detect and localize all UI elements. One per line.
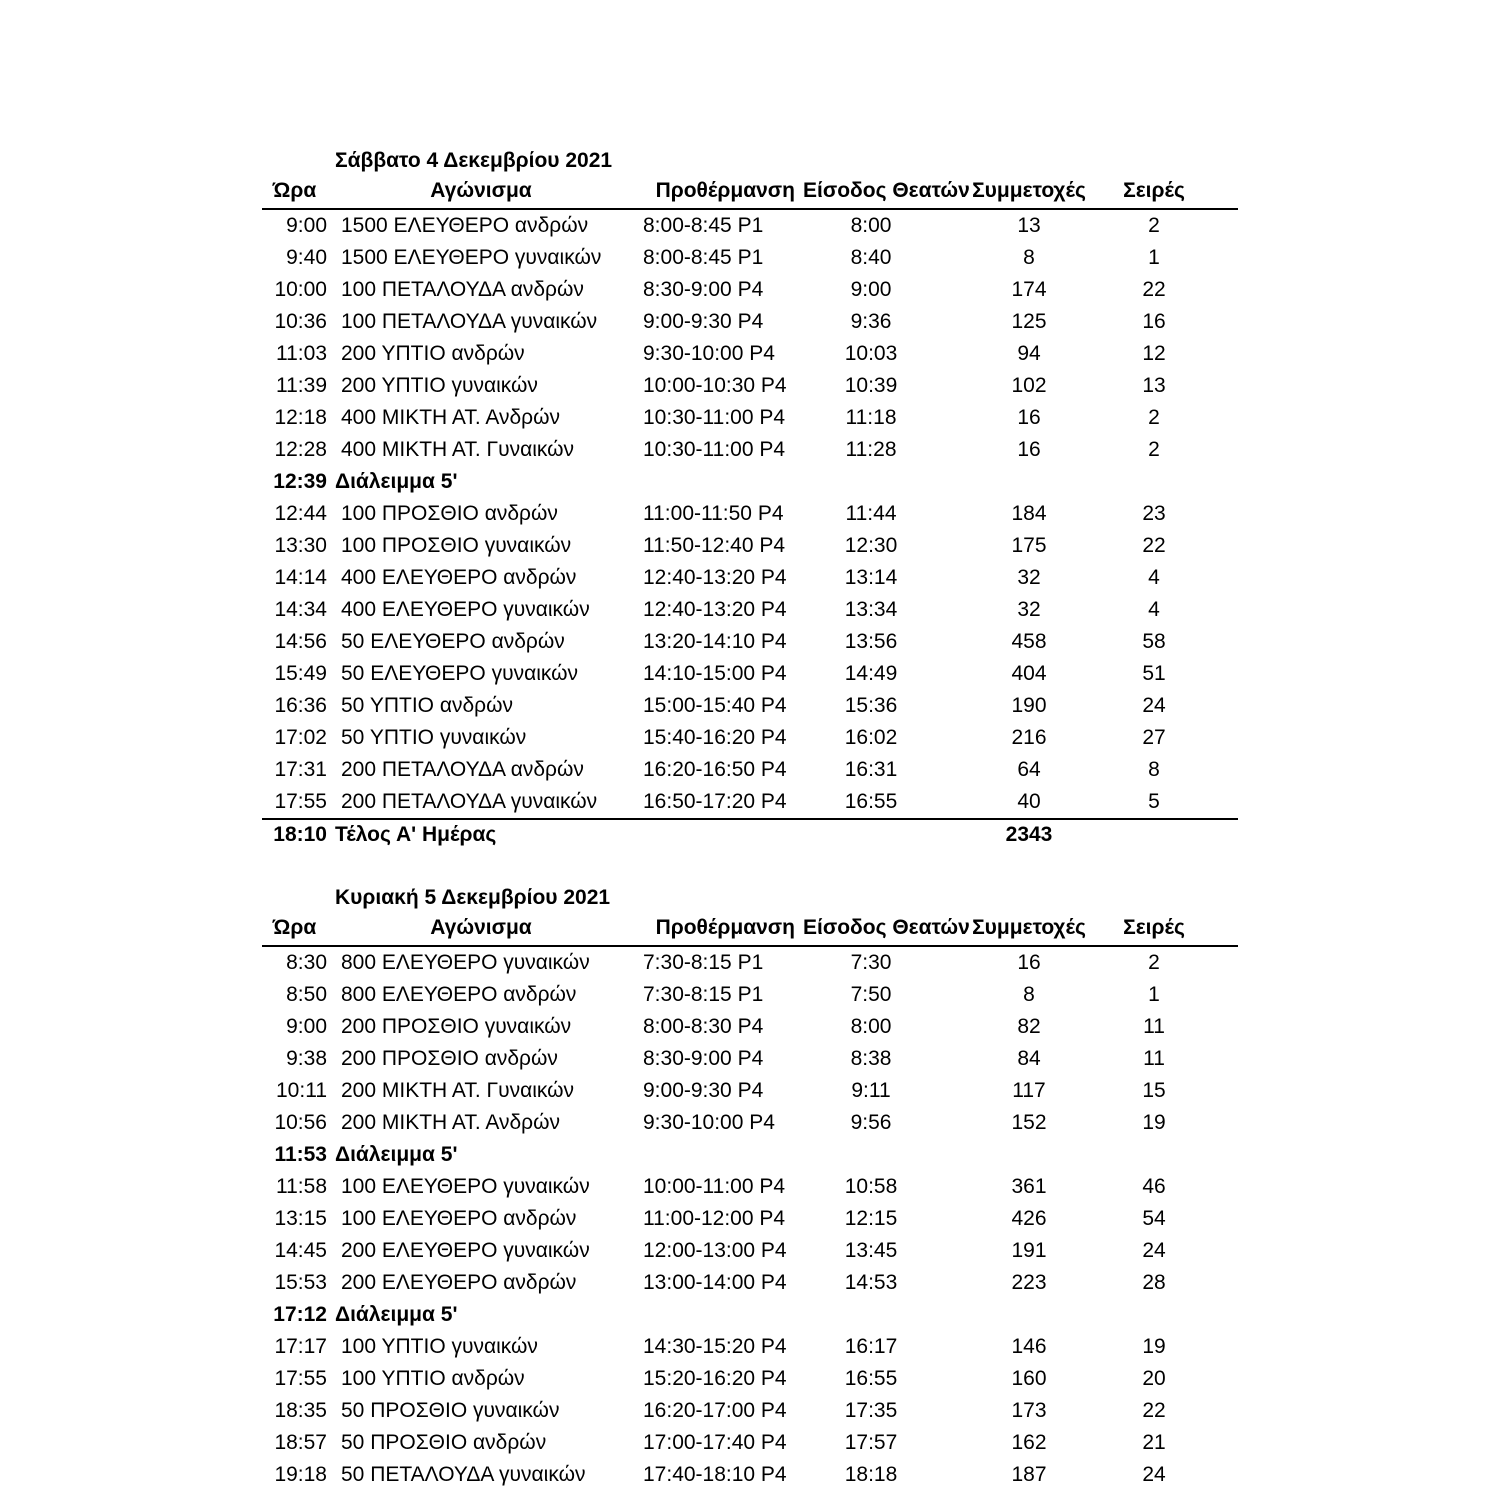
cell-entry: 13:45 bbox=[844, 1239, 898, 1262]
cell-event: 50 ΕΛΕΥΘΕΡΟ γυναικών bbox=[341, 662, 579, 685]
cell-participants: 16 bbox=[1017, 438, 1041, 461]
cell-heats: 5 bbox=[1148, 790, 1160, 813]
cell-entry: 11:44 bbox=[845, 502, 897, 525]
cell-entry: 14:53 bbox=[844, 1271, 898, 1294]
cell-entry: 16:02 bbox=[844, 726, 898, 749]
end-warmup-empty bbox=[635, 820, 803, 850]
cell-entry: 12:30 bbox=[844, 534, 898, 557]
cell-event: 100 ΥΠΤΙΟ ανδρών bbox=[341, 1367, 525, 1390]
header-time: Ώρα bbox=[272, 179, 317, 202]
cell-heats: 1 bbox=[1148, 983, 1160, 1006]
cell-entry: 14:49 bbox=[844, 662, 898, 685]
cell-event: 200 ΠΡΟΣΘΙΟ γυναικών bbox=[341, 1015, 572, 1038]
cell-participants: 191 bbox=[1011, 1239, 1047, 1262]
table-row bbox=[262, 626, 1238, 658]
end-entry-empty bbox=[803, 820, 939, 850]
cell-entry: 8:40 bbox=[850, 246, 892, 269]
cell-time: 13:15 bbox=[274, 1207, 327, 1230]
day2-schedule bbox=[262, 883, 1238, 1491]
cell-time: 17:12 bbox=[273, 1303, 327, 1326]
cell-time: 14:14 bbox=[274, 566, 327, 589]
cell-event: 100 ΠΡΟΣΘΙΟ γυναικών bbox=[341, 534, 572, 557]
cell-participants: 8 bbox=[1023, 246, 1035, 269]
cell-participants: 32 bbox=[1017, 566, 1041, 589]
table-row bbox=[262, 1043, 1238, 1075]
cell-event: 50 ΠΡΟΣΘΙΟ γυναικών bbox=[341, 1399, 560, 1422]
cell-entry: 9:00 bbox=[850, 278, 892, 301]
cell-heats: 4 bbox=[1148, 566, 1160, 589]
cell-heats bbox=[1119, 1299, 1189, 1331]
cell-time: 12:39 bbox=[273, 470, 327, 493]
cell-time: 17:31 bbox=[274, 758, 327, 781]
table-row bbox=[262, 947, 1238, 979]
cell-heats: 58 bbox=[1142, 630, 1166, 653]
cell-warmup: 9:30-10:00 P4 bbox=[643, 342, 775, 365]
cell-heats: 24 bbox=[1142, 1239, 1166, 1262]
table-row bbox=[262, 1011, 1238, 1043]
cell-warmup: 14:30-15:20 P4 bbox=[643, 1335, 787, 1358]
break-row bbox=[262, 466, 1238, 498]
header-event: Αγώνισμα bbox=[430, 179, 532, 202]
cell-warmup: 15:20-16:20 P4 bbox=[643, 1367, 787, 1390]
cell-time: 8:30 bbox=[286, 951, 327, 974]
cell-event: 100 ΠΕΤΑΛΟΥΔΑ ανδρών bbox=[341, 278, 584, 301]
cell-time: 9:40 bbox=[286, 246, 327, 269]
end-time: 18:10 bbox=[273, 823, 327, 846]
cell-participants bbox=[939, 1299, 1119, 1331]
cell-event: Διάλειμμα 5' bbox=[335, 1143, 458, 1166]
cell-entry: 17:57 bbox=[844, 1431, 898, 1454]
cell-time: 17:55 bbox=[274, 1367, 327, 1390]
cell-heats: 22 bbox=[1142, 278, 1166, 301]
cell-event: 200 ΠΕΤΑΛΟΥΔΑ ανδρών bbox=[341, 758, 584, 781]
table-row bbox=[262, 306, 1238, 338]
cell-warmup: 16:20-17:00 P4 bbox=[643, 1399, 787, 1422]
cell-participants: 160 bbox=[1011, 1367, 1047, 1390]
cell-event: 400 ΜΙΚΤΗ ΑΤ. Γυναικών bbox=[341, 438, 575, 461]
cell-warmup: 15:40-16:20 P4 bbox=[643, 726, 787, 749]
cell-heats: 23 bbox=[1142, 502, 1166, 525]
cell-participants: 13 bbox=[1017, 214, 1041, 237]
cell-entry: 12:15 bbox=[844, 1207, 898, 1230]
cell-entry: 13:34 bbox=[844, 598, 898, 621]
cell-warmup: 9:00-9:30 P4 bbox=[643, 1079, 764, 1102]
cell-entry: 10:03 bbox=[844, 342, 898, 365]
cell-participants: 361 bbox=[1011, 1175, 1047, 1198]
cell-participants bbox=[939, 466, 1119, 498]
cell-warmup: 10:00-11:00 P4 bbox=[643, 1175, 786, 1198]
cell-time: 18:57 bbox=[274, 1431, 327, 1454]
cell-participants: 146 bbox=[1011, 1335, 1047, 1358]
header-participants: Συμμετοχές bbox=[972, 179, 1086, 202]
cell-entry: 8:38 bbox=[850, 1047, 892, 1070]
cell-warmup: 16:50-17:20 P4 bbox=[643, 790, 787, 813]
day1-rows bbox=[262, 210, 1238, 818]
cell-warmup: 8:30-9:00 P4 bbox=[643, 278, 764, 301]
cell-heats: 8 bbox=[1148, 758, 1160, 781]
cell-participants: 174 bbox=[1011, 278, 1047, 301]
cell-warmup: 8:00-8:45 P1 bbox=[643, 214, 764, 237]
cell-warmup: 13:00-14:00 P4 bbox=[643, 1271, 787, 1294]
cell-participants: 175 bbox=[1011, 534, 1047, 557]
cell-warmup: 12:40-13:20 P4 bbox=[643, 566, 787, 589]
header-warmup: Προθέρμανση bbox=[655, 179, 795, 202]
table-row bbox=[262, 530, 1238, 562]
cell-entry: 18:18 bbox=[844, 1463, 898, 1486]
end-heats-empty bbox=[1119, 820, 1189, 850]
cell-event: 50 ΠΡΟΣΘΙΟ ανδρών bbox=[341, 1431, 547, 1454]
cell-entry: 15:36 bbox=[844, 694, 898, 717]
cell-entry: 10:39 bbox=[844, 374, 898, 397]
cell-time: 8:50 bbox=[286, 983, 327, 1006]
cell-heats: 15 bbox=[1142, 1079, 1166, 1102]
table-row bbox=[262, 690, 1238, 722]
cell-heats: 22 bbox=[1142, 1399, 1166, 1422]
cell-warmup: 9:00-9:30 P4 bbox=[643, 310, 764, 333]
table-row bbox=[262, 1171, 1238, 1203]
cell-entry: 9:11 bbox=[851, 1079, 891, 1102]
cell-entry: 17:35 bbox=[844, 1399, 898, 1422]
header-warmup: Προθέρμανση bbox=[655, 916, 795, 939]
day1-header-row bbox=[262, 176, 1238, 210]
cell-participants: 458 bbox=[1011, 630, 1047, 653]
cell-event: 50 ΥΠΤΙΟ ανδρών bbox=[341, 694, 513, 717]
cell-warmup bbox=[635, 1299, 803, 1331]
table-row bbox=[262, 402, 1238, 434]
cell-entry: 10:58 bbox=[844, 1175, 898, 1198]
end-label: Τέλος Α' Ημέρας bbox=[335, 823, 497, 846]
table-row bbox=[262, 722, 1238, 754]
cell-event: 100 ΥΠΤΙΟ γυναικών bbox=[341, 1335, 538, 1358]
cell-entry: 7:50 bbox=[850, 983, 892, 1006]
table-row bbox=[262, 338, 1238, 370]
cell-heats: 19 bbox=[1142, 1111, 1166, 1134]
day2-rows bbox=[262, 947, 1238, 1491]
cell-participants: 94 bbox=[1017, 342, 1041, 365]
header-time: Ώρα bbox=[272, 916, 317, 939]
cell-time: 10:00 bbox=[274, 278, 327, 301]
table-row bbox=[262, 562, 1238, 594]
cell-event: 200 ΠΡΟΣΘΙΟ ανδρών bbox=[341, 1047, 558, 1070]
cell-event: 200 ΠΕΤΑΛΟΥΔΑ γυναικών bbox=[341, 790, 598, 813]
cell-event: 50 ΠΕΤΑΛΟΥΔΑ γυναικών bbox=[341, 1463, 586, 1486]
cell-heats: 2 bbox=[1148, 438, 1160, 461]
cell-heats: 54 bbox=[1142, 1207, 1166, 1230]
cell-event: 1500 ΕΛΕΥΘΕΡΟ ανδρών bbox=[341, 214, 589, 237]
cell-participants: 190 bbox=[1011, 694, 1047, 717]
cell-participants: 173 bbox=[1011, 1399, 1047, 1422]
table-row bbox=[262, 370, 1238, 402]
cell-time: 10:36 bbox=[274, 310, 327, 333]
cell-time: 16:36 bbox=[274, 694, 327, 717]
cell-warmup: 12:00-13:00 P4 bbox=[643, 1239, 787, 1262]
day1-title: Σάββατο 4 Δεκεμβρίου 2021 bbox=[335, 149, 613, 172]
table-row bbox=[262, 1203, 1238, 1235]
cell-participants: 152 bbox=[1011, 1111, 1047, 1134]
cell-event: 200 ΜΙΚΤΗ ΑΤ. Γυναικών bbox=[341, 1079, 575, 1102]
table-row bbox=[262, 1363, 1238, 1395]
cell-participants: 64 bbox=[1017, 758, 1041, 781]
cell-heats: 19 bbox=[1142, 1335, 1166, 1358]
table-row bbox=[262, 1331, 1238, 1363]
cell-entry: 9:56 bbox=[850, 1111, 892, 1134]
cell-event: 200 ΜΙΚΤΗ ΑΤ. Ανδρών bbox=[341, 1111, 561, 1134]
cell-warmup: 8:00-8:45 P1 bbox=[643, 246, 764, 269]
cell-heats: 13 bbox=[1142, 374, 1166, 397]
cell-entry bbox=[803, 1299, 939, 1331]
table-row bbox=[262, 1395, 1238, 1427]
cell-warmup: 15:00-15:40 P4 bbox=[643, 694, 787, 717]
cell-participants: 162 bbox=[1011, 1431, 1047, 1454]
cell-event: 200 ΥΠΤΙΟ ανδρών bbox=[341, 342, 525, 365]
cell-entry: 16:55 bbox=[844, 790, 898, 813]
table-row bbox=[262, 754, 1238, 786]
cell-entry: 8:00 bbox=[850, 214, 892, 237]
cell-heats: 21 bbox=[1142, 1431, 1166, 1454]
cell-warmup bbox=[635, 1139, 803, 1171]
cell-warmup: 16:20-16:50 P4 bbox=[643, 758, 787, 781]
day1-schedule bbox=[262, 146, 1238, 850]
cell-heats: 46 bbox=[1142, 1175, 1166, 1198]
cell-heats: 27 bbox=[1142, 726, 1166, 749]
cell-event: 100 ΠΡΟΣΘΙΟ ανδρών bbox=[341, 502, 558, 525]
cell-warmup: 17:40-18:10 P4 bbox=[643, 1463, 787, 1486]
cell-time: 19:18 bbox=[274, 1463, 327, 1486]
cell-time: 12:28 bbox=[274, 438, 327, 461]
cell-entry: 11:28 bbox=[845, 438, 897, 461]
cell-time: 9:00 bbox=[286, 1015, 327, 1038]
day2-title: Κυριακή 5 Δεκεμβρίου 2021 bbox=[335, 886, 611, 909]
cell-heats: 24 bbox=[1142, 1463, 1166, 1486]
cell-warmup: 17:00-17:40 P4 bbox=[643, 1431, 787, 1454]
cell-warmup: 10:30-11:00 P4 bbox=[643, 438, 786, 461]
cell-time: 11:53 bbox=[274, 1143, 327, 1166]
header-event: Αγώνισμα bbox=[430, 916, 532, 939]
cell-event: 400 ΜΙΚΤΗ ΑΤ. Ανδρών bbox=[341, 406, 561, 429]
header-heats: Σειρές bbox=[1123, 916, 1185, 939]
cell-participants: 184 bbox=[1011, 502, 1047, 525]
table-row bbox=[262, 434, 1238, 466]
cell-heats: 1 bbox=[1148, 246, 1160, 269]
cell-participants: 426 bbox=[1011, 1207, 1047, 1230]
table-row bbox=[262, 658, 1238, 690]
cell-warmup: 8:00-8:30 P4 bbox=[643, 1015, 764, 1038]
cell-participants: 117 bbox=[1012, 1079, 1046, 1102]
cell-event: 100 ΠΕΤΑΛΟΥΔΑ γυναικών bbox=[341, 310, 598, 333]
cell-event: 400 ΕΛΕΥΘΕΡΟ γυναικών bbox=[341, 598, 590, 621]
end-total: 2343 bbox=[1005, 823, 1053, 846]
cell-participants: 404 bbox=[1011, 662, 1047, 685]
cell-participants: 84 bbox=[1017, 1047, 1041, 1070]
cell-warmup: 8:30-9:00 P4 bbox=[643, 1047, 764, 1070]
cell-heats: 11 bbox=[1143, 1015, 1165, 1038]
cell-heats: 22 bbox=[1142, 534, 1166, 557]
day2-header-row bbox=[262, 913, 1238, 947]
table-row bbox=[262, 1107, 1238, 1139]
cell-heats bbox=[1119, 1139, 1189, 1171]
cell-time: 14:45 bbox=[274, 1239, 327, 1262]
table-row bbox=[262, 1267, 1238, 1299]
cell-event: 50 ΥΠΤΙΟ γυναικών bbox=[341, 726, 527, 749]
cell-heats: 16 bbox=[1142, 310, 1166, 333]
day1-end-row bbox=[262, 818, 1238, 850]
cell-participants: 223 bbox=[1011, 1271, 1047, 1294]
table-row bbox=[262, 594, 1238, 626]
cell-entry: 8:00 bbox=[850, 1015, 892, 1038]
cell-time: 13:30 bbox=[274, 534, 327, 557]
header-heats: Σειρές bbox=[1123, 179, 1185, 202]
cell-warmup: 10:00-10:30 P4 bbox=[643, 374, 787, 397]
cell-entry: 16:17 bbox=[844, 1335, 898, 1358]
cell-time: 12:44 bbox=[274, 502, 327, 525]
cell-entry: 13:14 bbox=[844, 566, 898, 589]
cell-participants: 40 bbox=[1017, 790, 1041, 813]
break-row bbox=[262, 1139, 1238, 1171]
cell-time: 11:39 bbox=[276, 374, 327, 397]
cell-time: 10:11 bbox=[276, 1079, 327, 1102]
cell-time: 15:49 bbox=[274, 662, 327, 685]
cell-event: Διάλειμμα 5' bbox=[335, 470, 458, 493]
cell-time: 10:56 bbox=[274, 1111, 327, 1134]
cell-participants: 125 bbox=[1011, 310, 1047, 333]
cell-time: 12:18 bbox=[274, 406, 327, 429]
cell-warmup: 12:40-13:20 P4 bbox=[643, 598, 787, 621]
cell-time: 14:56 bbox=[274, 630, 327, 653]
cell-heats: 28 bbox=[1142, 1271, 1166, 1294]
cell-participants: 8 bbox=[1023, 983, 1035, 1006]
cell-participants: 16 bbox=[1017, 406, 1041, 429]
cell-entry: 9:36 bbox=[850, 310, 892, 333]
cell-warmup: 11:50-12:40 P4 bbox=[643, 534, 786, 557]
break-row bbox=[262, 1299, 1238, 1331]
cell-heats: 51 bbox=[1142, 662, 1166, 685]
cell-warmup: 11:00-12:00 P4 bbox=[643, 1207, 786, 1230]
cell-event: 200 ΕΛΕΥΘΕΡΟ γυναικών bbox=[341, 1239, 590, 1262]
cell-participants: 216 bbox=[1011, 726, 1047, 749]
table-row bbox=[262, 1235, 1238, 1267]
cell-warmup: 7:30-8:15 P1 bbox=[643, 983, 764, 1006]
cell-participants bbox=[939, 1139, 1119, 1171]
cell-heats bbox=[1119, 466, 1189, 498]
cell-entry: 16:55 bbox=[844, 1367, 898, 1390]
cell-warmup: 11:00-11:50 P4 bbox=[643, 502, 784, 525]
cell-warmup: 9:30-10:00 P4 bbox=[643, 1111, 775, 1134]
cell-participants: 82 bbox=[1017, 1015, 1041, 1038]
cell-event: 100 ΕΛΕΥΘΕΡΟ ανδρών bbox=[341, 1207, 577, 1230]
cell-heats: 2 bbox=[1148, 214, 1160, 237]
cell-time: 17:17 bbox=[274, 1335, 327, 1358]
table-row bbox=[262, 274, 1238, 306]
cell-time: 18:35 bbox=[274, 1399, 327, 1422]
cell-entry: 7:30 bbox=[850, 951, 892, 974]
cell-time: 11:58 bbox=[276, 1175, 327, 1198]
table-row bbox=[262, 979, 1238, 1011]
cell-time: 9:00 bbox=[286, 214, 327, 237]
cell-entry bbox=[803, 1139, 939, 1171]
cell-event: 1500 ΕΛΕΥΘΕΡΟ γυναικών bbox=[341, 246, 602, 269]
table-row bbox=[262, 498, 1238, 530]
cell-entry bbox=[803, 466, 939, 498]
cell-entry: 13:56 bbox=[844, 630, 898, 653]
table-row bbox=[262, 1427, 1238, 1459]
cell-event: Διάλειμμα 5' bbox=[335, 1303, 458, 1326]
cell-heats: 4 bbox=[1148, 598, 1160, 621]
cell-participants: 32 bbox=[1017, 598, 1041, 621]
cell-heats: 24 bbox=[1142, 694, 1166, 717]
cell-heats: 2 bbox=[1148, 951, 1160, 974]
cell-event: 800 ΕΛΕΥΘΕΡΟ ανδρών bbox=[341, 983, 577, 1006]
cell-warmup: 7:30-8:15 P1 bbox=[643, 951, 764, 974]
cell-heats: 12 bbox=[1142, 342, 1166, 365]
header-participants: Συμμετοχές bbox=[972, 916, 1086, 939]
header-entry: Είσοδος Θεατών bbox=[803, 916, 970, 939]
cell-time: 9:38 bbox=[286, 1047, 327, 1070]
cell-time: 17:55 bbox=[274, 790, 327, 813]
cell-event: 200 ΥΠΤΙΟ γυναικών bbox=[341, 374, 538, 397]
cell-event: 400 ΕΛΕΥΘΕΡΟ ανδρών bbox=[341, 566, 577, 589]
header-entry: Είσοδος Θεατών bbox=[803, 179, 970, 202]
cell-time: 11:03 bbox=[276, 342, 327, 365]
cell-warmup: 13:20-14:10 P4 bbox=[643, 630, 787, 653]
table-row bbox=[262, 1075, 1238, 1107]
table-row bbox=[262, 786, 1238, 818]
cell-warmup bbox=[635, 466, 803, 498]
cell-heats: 11 bbox=[1143, 1047, 1165, 1070]
cell-participants: 16 bbox=[1017, 951, 1041, 974]
cell-participants: 187 bbox=[1011, 1463, 1047, 1486]
cell-event: 800 ΕΛΕΥΘΕΡΟ γυναικών bbox=[341, 951, 590, 974]
table-row bbox=[262, 242, 1238, 274]
cell-event: 50 ΕΛΕΥΘΕΡΟ ανδρών bbox=[341, 630, 565, 653]
cell-heats: 20 bbox=[1142, 1367, 1166, 1390]
cell-warmup: 14:10-15:00 P4 bbox=[643, 662, 787, 685]
cell-event: 200 ΕΛΕΥΘΕΡΟ ανδρών bbox=[341, 1271, 577, 1294]
cell-time: 14:34 bbox=[274, 598, 327, 621]
cell-event: 100 ΕΛΕΥΘΕΡΟ γυναικών bbox=[341, 1175, 590, 1198]
cell-warmup: 10:30-11:00 P4 bbox=[643, 406, 786, 429]
cell-participants: 102 bbox=[1011, 374, 1047, 397]
cell-heats: 2 bbox=[1148, 406, 1160, 429]
table-row bbox=[262, 210, 1238, 242]
cell-time: 17:02 bbox=[274, 726, 327, 749]
cell-entry: 16:31 bbox=[844, 758, 898, 781]
table-row bbox=[262, 1459, 1238, 1491]
cell-time: 15:53 bbox=[274, 1271, 327, 1294]
cell-entry: 11:18 bbox=[845, 406, 897, 429]
